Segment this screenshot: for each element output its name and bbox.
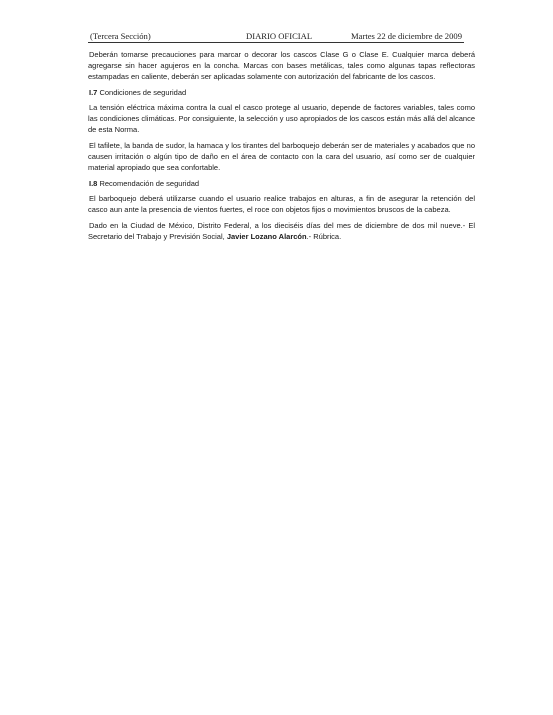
header-section: (Tercera Sección) [90,31,151,41]
section-title: Condiciones de seguridad [99,88,187,97]
section-heading-i7 [88,87,475,98]
closing-text: Dado en la Ciudad de México, Distrito Federal, a los dieciséis días del mes de diciembre de dos mil nueve.- El Secretario del Trabajo y Previsión Social, [88,221,475,241]
header-publication: DIARIO OFICIAL [246,31,313,41]
paragraph-closing [88,220,475,242]
section-number: I.7 [89,88,98,97]
closing-suffix: .- Rúbrica. [306,232,342,241]
paragraph-materials: El tafilete, la banda de sudor, la hamaca y los tirantes del barboquejo deberán ser de materiales y acabados que no causen irritación o algún tipo de daño en el área de contacto con la cara del usuario, así como ser de cualquier material apropiado que sea confortable. [88,141,475,172]
paragraph-marking: Deberán tomarse precauciones para marcar o decorar los cascos Clase G o Clase E. Cualquier marca deberá agregarse sin hacer agujeros en la concha. Marcas con bases metálicas, tales como algunas tapas reflectoras estampadas en caliente, deberán ser aplicadas solamente con autorización del fabricante de los cascos. [88,50,475,81]
signatory-name: Javier Lozano Alarcón [226,232,307,241]
header-date: Martes 22 de diciembre de 2009 [351,31,462,41]
section-heading-i8 [88,178,475,189]
section-title: Recomendación de seguridad [99,179,200,188]
section-number: I.8 [89,179,98,188]
paragraph-chinstrap: El barboquejo deberá utilizarse cuando el usuario realice trabajos en alturas, a fin de asegurar la retención del casco aun ante la presencia de vientos fuertes, el roce con objetos fijos o movimientos bruscos de la cabeza. [88,194,475,214]
document-body [88,49,475,247]
page-header [88,30,464,43]
paragraph-voltage: La tensión eléctrica máxima contra la cual el casco protege al usuario, depende de factores variables, tales como las condiciones climáticas. Por consiguiente, la selección y uso apropiados de los cascos están más allá del alcance de esta Norma. [88,103,475,134]
